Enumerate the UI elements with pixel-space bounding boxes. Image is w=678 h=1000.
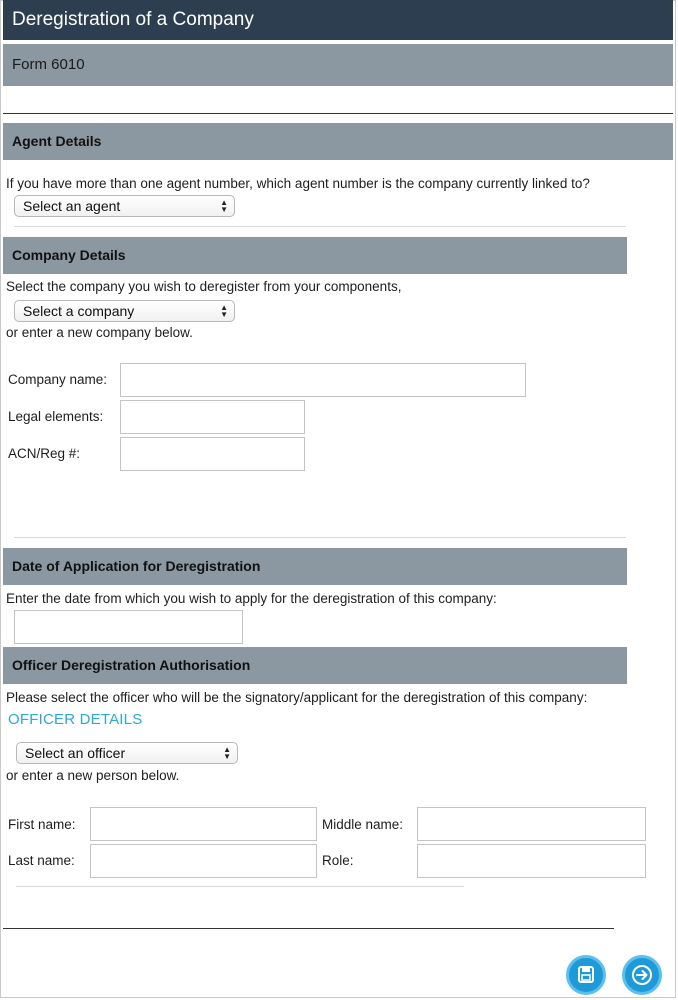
section-date-of-application: Date of Application for Deregistration [3,548,627,585]
divider [14,226,626,227]
divider [16,886,464,887]
company-select[interactable] [14,300,235,322]
role-label: Role: [322,853,354,868]
divider [14,537,626,538]
officer-or-text: or enter a new person below. [6,768,180,783]
role-input[interactable] [417,844,646,878]
divider [3,928,614,929]
middle-name-label: Middle name: [322,817,404,832]
divider [3,113,673,114]
officer-details-heading: OFFICER DETAILS [8,711,143,728]
agent-select[interactable] [14,195,235,217]
select-arrows-icon: ▲ ▼ [220,303,228,319]
save-icon [569,958,603,992]
form-number: Form 6010 [3,44,673,86]
company-or-text: or enter a new company below. [6,325,193,340]
company-select-value: Select a company [23,303,135,319]
first-name-input[interactable] [90,807,317,841]
page-title: Deregistration of a Company [3,0,673,40]
next-button[interactable] [622,955,662,995]
acn-reg-label: ACN/Reg #: [8,446,81,461]
agent-question: If you have more than one agent number, which agent number is the company currently linked to? [6,176,590,191]
middle-name-input[interactable] [417,807,646,841]
acn-reg-input[interactable] [120,437,305,471]
officer-instruction: Please select the officer who will be the signatory/applicant for the deregistration of this company: [6,690,588,705]
officer-select-value: Select an officer [25,745,126,761]
arrow-right-icon [625,958,659,992]
agent-select-value: Select an agent [23,198,121,214]
legal-elements-input[interactable] [120,400,305,434]
last-name-input[interactable] [90,844,317,878]
company-instruction: Select the company you wish to deregister from your components, [6,279,402,294]
select-arrows-icon: ▲ ▼ [223,745,231,761]
section-agent-details: Agent Details [3,123,673,160]
company-name-input[interactable] [120,363,526,397]
company-name-label: Company name: [8,372,108,387]
last-name-label: Last name: [8,853,75,868]
deregistration-date-input[interactable] [14,610,243,644]
save-button[interactable] [566,955,606,995]
date-instruction: Enter the date from which you wish to apply for the deregistration of this company: [6,591,497,606]
section-company-details: Company Details [3,237,627,274]
select-arrows-icon: ▲ ▼ [220,198,228,214]
officer-select[interactable] [16,742,238,764]
section-officer-authorisation: Officer Deregistration Authorisation [3,647,627,684]
first-name-label: First name: [8,817,76,832]
legal-elements-label: Legal elements: [8,409,104,424]
